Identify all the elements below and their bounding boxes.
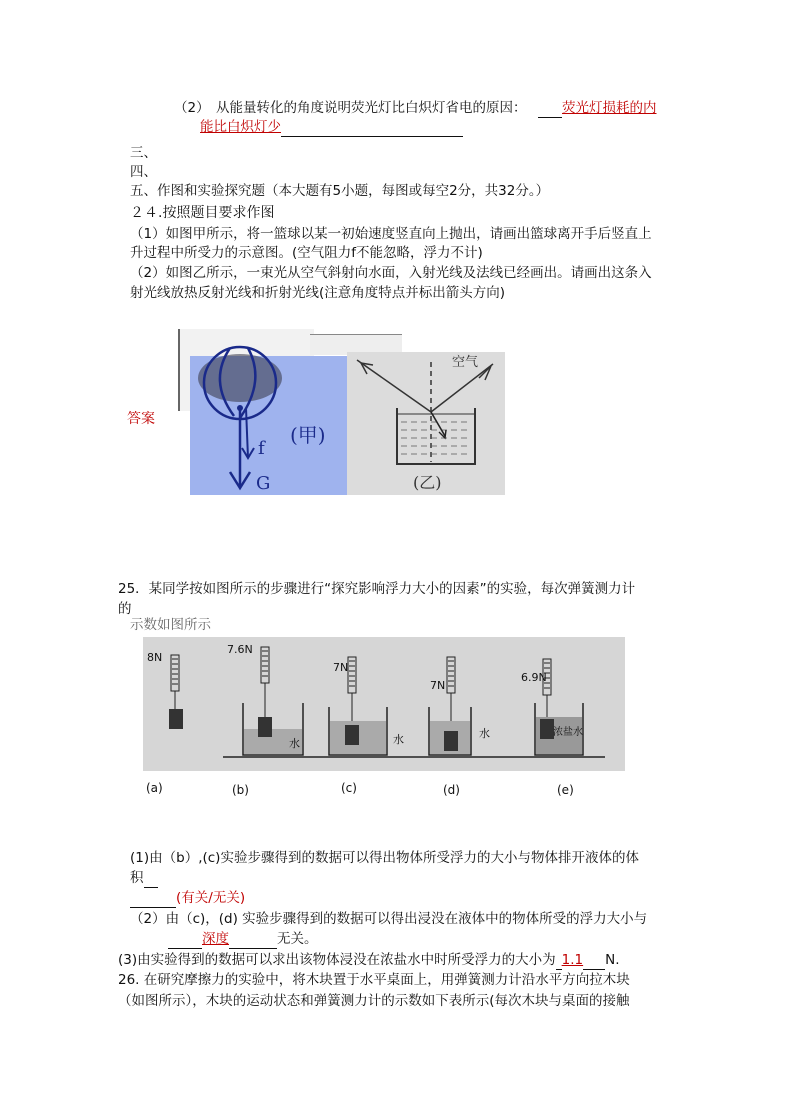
- sublabel-b: (b): [232, 783, 249, 797]
- q26-line1: 26. 在研究摩擦力的实验中，将木块置于水平桌面上，用弹簧测力计沿水平方向拉木块: [118, 972, 630, 988]
- liquid-b: 水: [289, 737, 300, 750]
- section-four-marker: 四、: [130, 164, 157, 180]
- q25-sub3-unit: N.: [605, 952, 620, 968]
- sublabel-d: (d): [443, 783, 460, 797]
- q2-answer-line2: [200, 118, 463, 137]
- reading-c: 7N: [333, 661, 349, 674]
- liquid-c: 水: [393, 733, 404, 746]
- q25-sub3-line: [118, 951, 620, 970]
- q25-line3-partial: 示数如图所示: [130, 617, 211, 633]
- q24-title: ２４.按照题目要求作图: [130, 205, 275, 221]
- q24-part2-line1: （2）如图乙所示，一束光从空气斜射向水面，入射光线及法线已经画出。请画出这条入: [130, 265, 652, 281]
- step-e: [521, 659, 583, 755]
- q2-text: 从能量转化的角度说明荧光灯比白炽灯省电的原因：: [216, 100, 527, 116]
- liquid-e: 浓盐水: [553, 727, 583, 738]
- q2-answer-part1: 荧光灯损耗的内: [562, 100, 657, 116]
- label-force-g: G: [256, 473, 271, 494]
- reading-d: 7N: [430, 679, 446, 692]
- q24-part1-line2: 升过程中所受力的示意图。(空气阻力f不能忽略，浮力不计): [130, 245, 483, 261]
- reading-a: 8N: [147, 651, 163, 664]
- q25-sub2-answer-line: [168, 930, 318, 949]
- q25-sub2-answer: 深度: [202, 931, 229, 947]
- q25-sub2-suffix: 无关。: [277, 931, 318, 947]
- caption-yi: (乙): [413, 473, 442, 492]
- buoyancy-experiment-diagram: [143, 637, 625, 771]
- q2-answer-part2: 能比白炽灯少: [200, 119, 281, 135]
- q25-sub1-prefix: 积: [130, 870, 144, 886]
- refraction-diagram: [347, 352, 505, 495]
- step-b: [227, 643, 303, 755]
- q25-line2: 的: [118, 601, 132, 617]
- q25-sub1-answer: (有关/无关): [176, 890, 246, 906]
- figure-basketball: [190, 356, 347, 495]
- q25-sub1-line2: [130, 869, 158, 888]
- q26-line2: （如图所示），木块的运动状态和弹簧测力计的示数如下表所示(每次木块与桌面的接触: [118, 993, 630, 1009]
- q2-number: （2）: [174, 100, 210, 116]
- q24-part1-line1: （1）如图甲所示，将一篮球以某一初始速度竖直向上抛出，请画出篮球离开手后竖直上: [130, 226, 652, 242]
- step-d: [429, 657, 490, 755]
- liquid-d: 水: [479, 727, 490, 740]
- q25-sub1-line1: (1)由（b）,(c)实验步骤得到的数据可以得出物体所受浮力的大小与物体排开液体的体: [130, 850, 639, 866]
- reading-e: 6.9N: [521, 671, 547, 684]
- q25-sub2-line1: （2）由（c)，(d) 实验步骤得到的数据可以得出浸没在液体中的物体所受的浮力大小与: [130, 911, 648, 927]
- sublabel-e: (e): [557, 783, 574, 797]
- q24-part2-line2: 射光线放热反射光线和折射光线(注意角度特点并标出箭头方向): [130, 285, 506, 301]
- figure-refraction: [347, 352, 505, 495]
- label-force-f: f: [258, 438, 265, 459]
- reading-b: 7.6N: [227, 643, 253, 656]
- basketball-force-diagram: [190, 356, 347, 495]
- q2-answer-line1: [538, 99, 657, 118]
- q25-line1: 25．某同学按如图所示的步骤进行“探究影响浮力大小的因素”的实验，每次弹簧测力计: [118, 581, 636, 597]
- buoyancy-experiment-figure: [143, 637, 625, 771]
- step-a: [147, 651, 183, 729]
- q24-answer-label: 答案: [127, 411, 155, 427]
- q25-sub3-text: (3)由实验得到的数据可以求出该物体浸没在浓盐水中时所受浮力的大小为: [118, 952, 556, 968]
- sublabel-a: (a): [146, 781, 163, 795]
- section-five-title: 五、作图和实验探究题（本大题有5小题，每图或每空2分，共32分。）: [130, 183, 550, 199]
- q25-sub1-answer-line: [130, 889, 245, 908]
- sublabel-c: (c): [341, 781, 357, 795]
- label-air: 空气: [452, 355, 479, 370]
- step-c: [329, 657, 404, 755]
- q25-sub3-answer: 1.1: [561, 952, 584, 968]
- section-three-marker: 三、: [130, 145, 157, 161]
- caption-jia: (甲): [290, 423, 326, 447]
